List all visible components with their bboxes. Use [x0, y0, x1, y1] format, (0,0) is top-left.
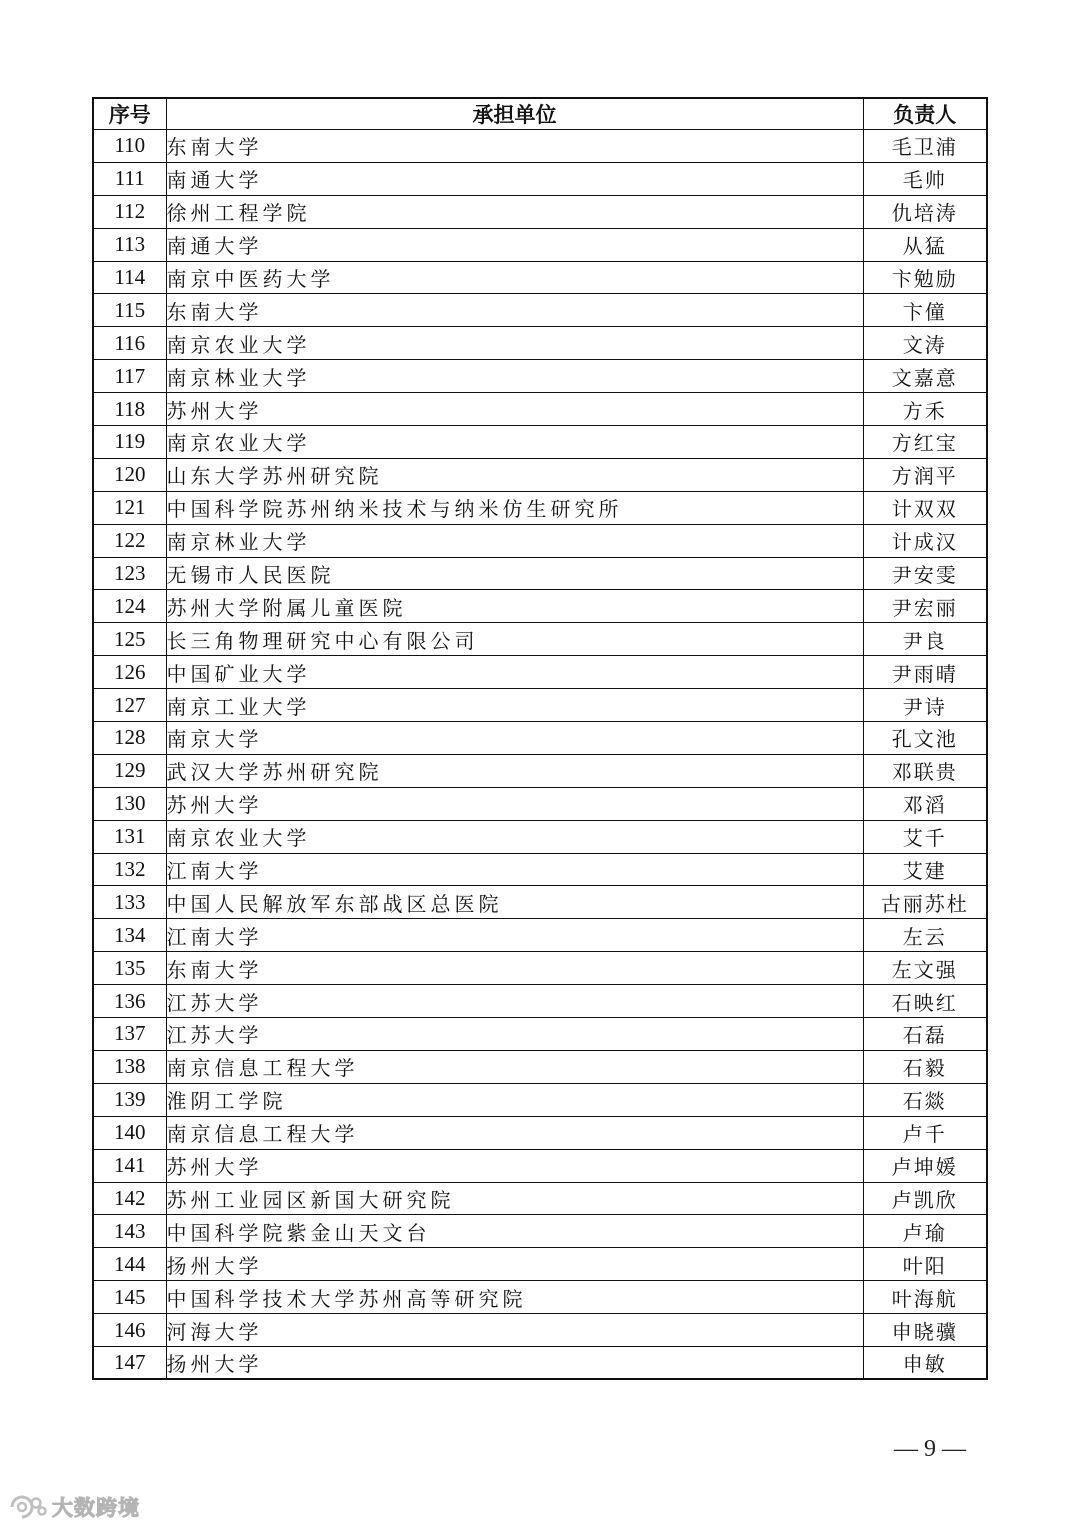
table-row — [93, 1018, 987, 1051]
row-unit: 东南大学 — [166, 952, 863, 985]
row-unit: 南京农业大学 — [166, 820, 863, 853]
table-row — [93, 1248, 987, 1281]
table-header-row — [93, 98, 987, 130]
table-row — [93, 393, 987, 426]
column-header-unit: 承担单位 — [166, 98, 863, 130]
row-number: 136 — [93, 985, 166, 1018]
row-unit: 南京大学 — [166, 722, 863, 755]
row-unit: 徐州工程学院 — [166, 195, 863, 228]
table-row — [93, 557, 987, 590]
table-row — [93, 491, 987, 524]
table-row — [93, 524, 987, 557]
row-leader: 卢千 — [863, 1116, 987, 1149]
row-leader: 卢瑜 — [863, 1215, 987, 1248]
table-row — [93, 722, 987, 755]
row-unit: 南京工业大学 — [166, 689, 863, 722]
row-unit: 中国矿业大学 — [166, 656, 863, 689]
row-leader: 方润平 — [863, 458, 987, 491]
row-unit: 武汉大学苏州研究院 — [166, 754, 863, 787]
table-row — [93, 754, 987, 787]
row-leader: 叶海航 — [863, 1281, 987, 1314]
row-unit: 南京林业大学 — [166, 524, 863, 557]
row-number: 128 — [93, 722, 166, 755]
row-leader: 石磊 — [863, 1018, 987, 1051]
project-roster-table — [92, 97, 988, 1380]
row-leader: 艾千 — [863, 820, 987, 853]
table-row — [93, 1346, 987, 1379]
table-row — [93, 853, 987, 886]
row-number: 143 — [93, 1215, 166, 1248]
row-number: 145 — [93, 1281, 166, 1314]
row-leader: 申敏 — [863, 1346, 987, 1379]
row-leader: 叶阳 — [863, 1248, 987, 1281]
row-unit: 中国科学技术大学苏州高等研究院 — [166, 1281, 863, 1314]
row-unit: 南京林业大学 — [166, 360, 863, 393]
row-leader: 左文强 — [863, 952, 987, 985]
row-unit: 南京农业大学 — [166, 426, 863, 459]
row-number: 124 — [93, 590, 166, 623]
row-number: 120 — [93, 458, 166, 491]
row-number: 141 — [93, 1149, 166, 1182]
table-row — [93, 656, 987, 689]
row-leader: 方红宝 — [863, 426, 987, 459]
row-number: 132 — [93, 853, 166, 886]
row-leader: 方禾 — [863, 393, 987, 426]
row-unit: 扬州大学 — [166, 1248, 863, 1281]
row-unit: 南京农业大学 — [166, 327, 863, 360]
table-row — [93, 294, 987, 327]
column-header-leader: 负责人 — [863, 98, 987, 130]
table-row — [93, 952, 987, 985]
row-leader: 卢坤媛 — [863, 1149, 987, 1182]
row-unit: 东南大学 — [166, 130, 863, 163]
row-leader: 计双双 — [863, 491, 987, 524]
row-unit: 扬州大学 — [166, 1346, 863, 1379]
row-leader: 邓滔 — [863, 787, 987, 820]
table-row — [93, 1116, 987, 1149]
row-leader: 卢凯欣 — [863, 1182, 987, 1215]
table-row — [93, 623, 987, 656]
row-number: 114 — [93, 261, 166, 294]
row-unit: 南京信息工程大学 — [166, 1050, 863, 1083]
row-leader: 卞僮 — [863, 294, 987, 327]
row-unit: 苏州大学 — [166, 1149, 863, 1182]
row-leader: 卞勉励 — [863, 261, 987, 294]
row-leader: 毛帅 — [863, 162, 987, 195]
row-number: 138 — [93, 1050, 166, 1083]
row-number: 126 — [93, 656, 166, 689]
row-number: 127 — [93, 689, 166, 722]
row-number: 144 — [93, 1248, 166, 1281]
row-leader: 石燚 — [863, 1083, 987, 1116]
row-number: 122 — [93, 524, 166, 557]
watermark — [8, 1492, 140, 1522]
row-leader: 古丽苏杜 — [863, 886, 987, 919]
row-number: 117 — [93, 360, 166, 393]
table-row — [93, 820, 987, 853]
table-row — [93, 228, 987, 261]
table-row — [93, 886, 987, 919]
row-number: 137 — [93, 1018, 166, 1051]
row-unit: 江南大学 — [166, 853, 863, 886]
row-leader: 邓联贵 — [863, 754, 987, 787]
page-number: — 9 — — [894, 1436, 966, 1462]
row-unit: 苏州大学附属儿童医院 — [166, 590, 863, 623]
table-row — [93, 130, 987, 163]
row-unit: 苏州大学 — [166, 787, 863, 820]
row-unit: 苏州大学 — [166, 393, 863, 426]
row-number: 146 — [93, 1314, 166, 1347]
row-number: 129 — [93, 754, 166, 787]
row-number: 118 — [93, 393, 166, 426]
row-number: 139 — [93, 1083, 166, 1116]
row-unit: 中国科学院紫金山天文台 — [166, 1215, 863, 1248]
table-row — [93, 689, 987, 722]
row-number: 130 — [93, 787, 166, 820]
row-leader: 从猛 — [863, 228, 987, 261]
table-row — [93, 261, 987, 294]
row-unit: 南通大学 — [166, 162, 863, 195]
row-unit: 长三角物理研究中心有限公司 — [166, 623, 863, 656]
table-row — [93, 985, 987, 1018]
row-leader: 左云 — [863, 919, 987, 952]
table-row — [93, 1182, 987, 1215]
table-row — [93, 162, 987, 195]
table-row — [93, 1149, 987, 1182]
row-leader: 计成汉 — [863, 524, 987, 557]
row-leader: 申晓骥 — [863, 1314, 987, 1347]
row-number: 111 — [93, 162, 166, 195]
row-leader: 尹宏丽 — [863, 590, 987, 623]
row-unit: 江苏大学 — [166, 1018, 863, 1051]
row-number: 112 — [93, 195, 166, 228]
row-unit: 中国人民解放军东部战区总医院 — [166, 886, 863, 919]
row-unit: 江南大学 — [166, 919, 863, 952]
row-number: 123 — [93, 557, 166, 590]
table-row — [93, 590, 987, 623]
row-number: 113 — [93, 228, 166, 261]
row-leader: 尹雨晴 — [863, 656, 987, 689]
row-number: 125 — [93, 623, 166, 656]
row-leader: 毛卫浦 — [863, 130, 987, 163]
row-leader: 尹良 — [863, 623, 987, 656]
row-number: 116 — [93, 327, 166, 360]
row-unit: 江苏大学 — [166, 985, 863, 1018]
row-unit: 苏州工业园区新国大研究院 — [166, 1182, 863, 1215]
row-number: 110 — [93, 130, 166, 163]
row-leader: 石映红 — [863, 985, 987, 1018]
column-header-number: 序号 — [93, 98, 166, 130]
row-number: 115 — [93, 294, 166, 327]
table-row — [93, 327, 987, 360]
table-row — [93, 1281, 987, 1314]
row-unit: 中国科学院苏州纳米技术与纳米仿生研究所 — [166, 491, 863, 524]
table-row — [93, 1050, 987, 1083]
table-row — [93, 195, 987, 228]
row-leader: 文嘉意 — [863, 360, 987, 393]
row-leader: 尹诗 — [863, 689, 987, 722]
row-unit: 山东大学苏州研究院 — [166, 458, 863, 491]
row-number: 142 — [93, 1182, 166, 1215]
table-row — [93, 1215, 987, 1248]
row-leader: 尹安雯 — [863, 557, 987, 590]
row-unit: 东南大学 — [166, 294, 863, 327]
row-number: 119 — [93, 426, 166, 459]
table-row — [93, 919, 987, 952]
table-row — [93, 1083, 987, 1116]
row-number: 121 — [93, 491, 166, 524]
watermark-text: 大数跨境 — [52, 1496, 140, 1520]
table-row — [93, 458, 987, 491]
row-unit: 南通大学 — [166, 228, 863, 261]
row-unit: 南京中医药大学 — [166, 261, 863, 294]
table-row — [93, 787, 987, 820]
row-number: 140 — [93, 1116, 166, 1149]
row-number: 131 — [93, 820, 166, 853]
camera-logo-icon — [8, 1493, 48, 1521]
row-number: 134 — [93, 919, 166, 952]
row-leader: 石毅 — [863, 1050, 987, 1083]
row-number: 133 — [93, 886, 166, 919]
row-leader: 孔文池 — [863, 722, 987, 755]
row-unit: 淮阴工学院 — [166, 1083, 863, 1116]
row-number: 135 — [93, 952, 166, 985]
row-leader: 艾建 — [863, 853, 987, 886]
row-leader: 文涛 — [863, 327, 987, 360]
row-unit: 南京信息工程大学 — [166, 1116, 863, 1149]
table-body — [93, 130, 987, 1380]
row-unit: 河海大学 — [166, 1314, 863, 1347]
table-row — [93, 426, 987, 459]
table-row — [93, 360, 987, 393]
row-unit: 无锡市人民医院 — [166, 557, 863, 590]
table-row — [93, 1314, 987, 1347]
row-leader: 仇培涛 — [863, 195, 987, 228]
row-number: 147 — [93, 1346, 166, 1379]
